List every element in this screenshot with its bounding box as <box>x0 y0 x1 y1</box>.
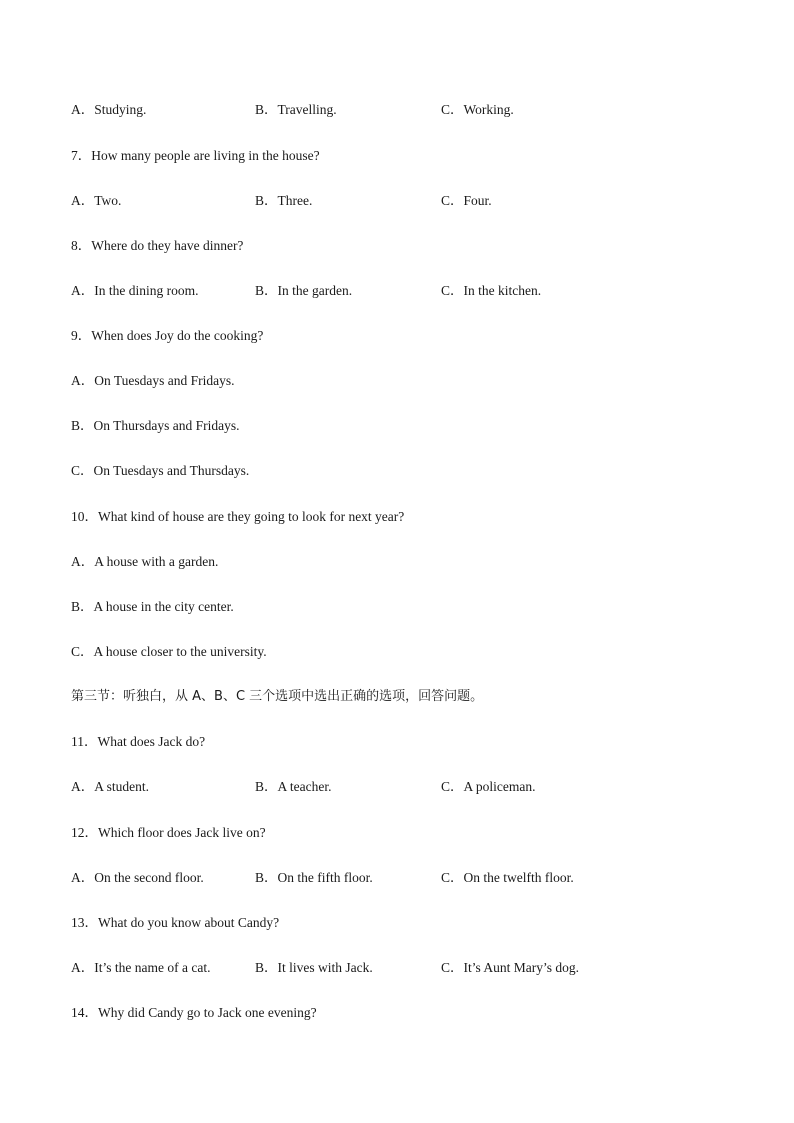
question-text: 8．Where do they have dinner? <box>71 238 244 253</box>
option-line: B．On Thursdays and Fridays. <box>71 418 240 433</box>
option-a: A．Studying. <box>71 102 147 117</box>
question-text: 10．What kind of house are they going to look for next year? <box>71 509 405 524</box>
option-c: C．In the kitchen. <box>441 283 542 298</box>
option-c: C．Four. <box>441 193 492 208</box>
option-b: B．Three. <box>255 193 313 208</box>
option-b: B．Travelling. <box>255 102 337 117</box>
question-text: 9．When does Joy do the cooking? <box>71 328 264 343</box>
question-text: 12．Which floor does Jack live on? <box>71 825 266 840</box>
option-line: A．On Tuesdays and Fridays. <box>71 373 235 388</box>
option-b: B．In the garden. <box>255 283 353 298</box>
option-c: C．A policeman. <box>441 779 536 794</box>
option-line: C．On Tuesdays and Thursdays. <box>71 463 250 478</box>
option-c: C．On the twelfth floor. <box>441 870 574 885</box>
option-a: A．A student. <box>71 779 150 794</box>
option-a: A．In the dining room. <box>71 283 199 298</box>
option-b: B．A teacher. <box>255 779 332 794</box>
section-heading: 第三节：听独白，从 A、B、C 三个选项中选出正确的选项，回答问题。 <box>71 689 484 704</box>
option-b: B．On the fifth floor. <box>255 870 373 885</box>
question-text: 14．Why did Candy go to Jack one evening? <box>71 1005 317 1020</box>
question-text: 11．What does Jack do? <box>71 734 206 749</box>
option-b: B．It lives with Jack. <box>255 960 373 975</box>
option-c: C．Working. <box>441 102 514 117</box>
question-text: 7．How many people are living in the house? <box>71 148 320 163</box>
question-text: 13．What do you know about Candy? <box>71 915 280 930</box>
option-line: C．A house closer to the university. <box>71 644 267 659</box>
option-a: A．Two. <box>71 193 122 208</box>
option-line: A．A house with a garden. <box>71 554 219 569</box>
option-c: C．It’s Aunt Mary’s dog. <box>441 960 580 975</box>
option-a: A．On the second floor. <box>71 870 204 885</box>
option-a: A．It’s the name of a cat. <box>71 960 211 975</box>
option-line: B．A house in the city center. <box>71 599 234 614</box>
